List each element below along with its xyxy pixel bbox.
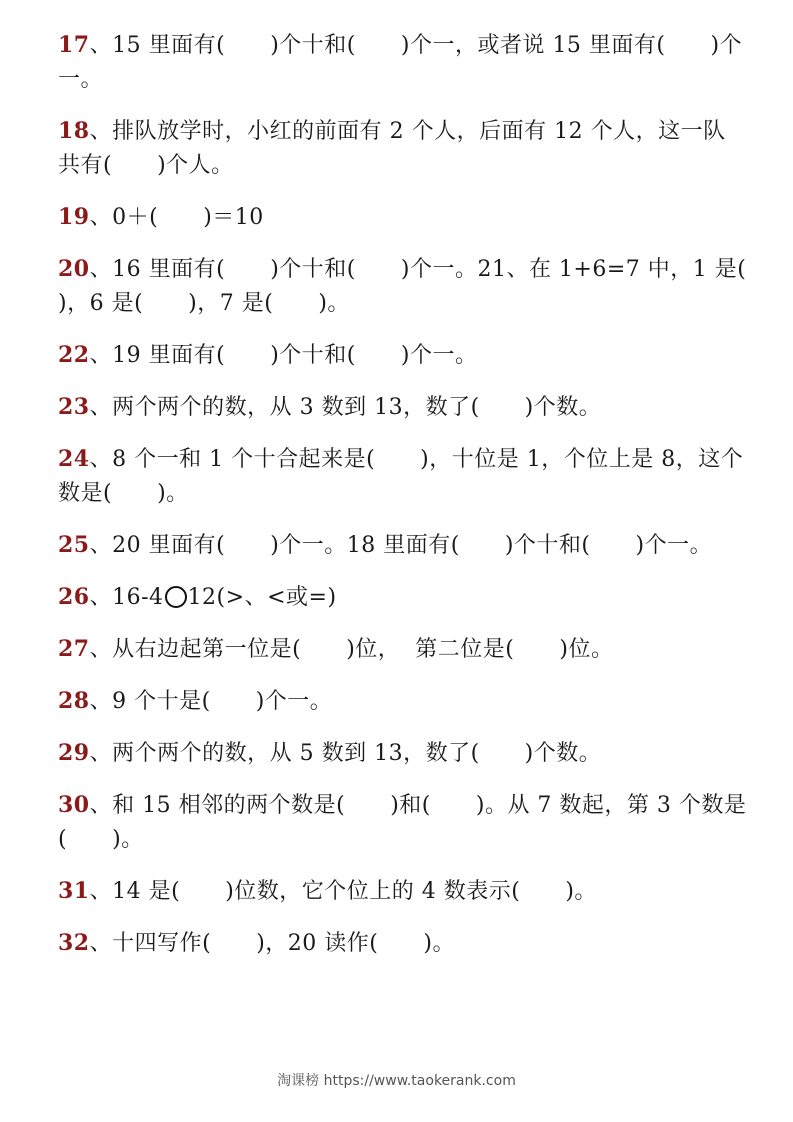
- question-number: 27: [58, 636, 90, 662]
- question-number: 30: [58, 792, 90, 818]
- question-29: [58, 736, 748, 771]
- question-text: 、排队放学时，小红的前面有 2 个人，后面有 12 个人，这一队共有( )个人。: [58, 119, 726, 178]
- question-30: [58, 788, 748, 857]
- question-text: 、14 是( )位数，它个位上的 4 数表示( )。: [89, 879, 597, 904]
- question-number: 29: [58, 740, 90, 766]
- question-number: 24: [58, 446, 90, 472]
- question-text: 、两个两个的数，从 5 数到 13，数了( )个数。: [89, 741, 602, 766]
- question-24: [58, 442, 748, 511]
- question-number: 20: [58, 256, 90, 282]
- question-27: [58, 632, 748, 667]
- question-text: 、8 个一和 1 个十合起来是( )，十位是 1，个位上是 8，这个数是( )。: [58, 447, 744, 506]
- question-text: 、0＋( )＝10: [89, 205, 264, 230]
- question-number: 26: [58, 584, 90, 610]
- question-26: [58, 580, 748, 615]
- question-number: 22: [58, 342, 90, 368]
- page-footer: 淘课榜 https://www.taokerank.com: [277, 1073, 516, 1089]
- question-20: [58, 252, 792, 321]
- question-number: 31: [58, 878, 90, 904]
- question-28: [58, 684, 748, 719]
- question-text: 、9 个十是( )个一。: [89, 689, 333, 714]
- question-18: [58, 114, 748, 183]
- question-number: 25: [58, 532, 90, 558]
- question-19: [58, 200, 748, 235]
- question-text: 、和 15 相邻的两个数是( )和( )。从 7 数起，第 3 个数是( )。: [58, 793, 747, 852]
- question-number: 23: [58, 394, 90, 420]
- question-number: 18: [58, 118, 90, 144]
- question-23: [58, 390, 748, 425]
- question-17: [58, 28, 748, 97]
- question-number: 32: [58, 930, 90, 956]
- question-text: 、20 里面有( )个一。18 里面有( )个十和( )个一。: [89, 533, 713, 558]
- question-text: 、16 里面有( )个十和( )个一。21、在 1+6=7 中，1 是( )，6 是( )，7 是( )。: [58, 257, 792, 316]
- question-25: [58, 528, 748, 563]
- question-text-before: 、16-4: [89, 585, 164, 610]
- question-text: 、十四写作( )，20 读作( )。: [89, 931, 455, 956]
- question-31: [58, 874, 748, 909]
- question-number: 28: [58, 688, 90, 714]
- question-text: 、15 里面有( )个十和( )个一，或者说 15 里面有( )个一。: [58, 33, 743, 92]
- question-text: 、两个两个的数，从 3 数到 13，数了( )个数。: [89, 395, 602, 420]
- question-number: 19: [58, 204, 90, 230]
- question-text-after: 12(>、<或=): [187, 585, 337, 610]
- question-text: 、19 里面有( )个十和( )个一。: [89, 343, 478, 368]
- question-32: [58, 926, 748, 961]
- question-text: 、从右边起第一位是( )位， 第二位是( )位。: [89, 637, 614, 662]
- comparison-circle-icon: [165, 586, 187, 608]
- question-22: [58, 338, 748, 373]
- worksheet: [58, 28, 792, 978]
- question-number: 17: [58, 32, 90, 58]
